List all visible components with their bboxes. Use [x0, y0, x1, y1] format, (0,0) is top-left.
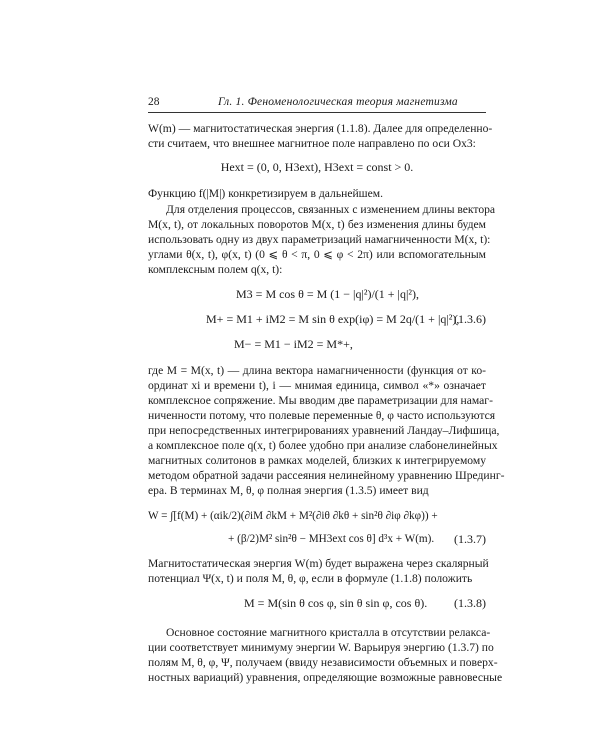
eq-136-line-2: M+ = M1 + iM2 = M sin θ exp(iφ) = M 2q/(1 + |q|²), [206, 312, 460, 326]
running-header [148, 96, 486, 113]
running-title: Гл. 1. Феноменологическая теория магнетизма [218, 96, 458, 108]
para4-line-5: при непосредственных интегрированиях уравнений Ландау–Лифшица, [148, 424, 500, 437]
para4-line-1: где M = M(x, t) — длина вектора намагниченности (функция от ко- [148, 364, 486, 377]
eq-136-number: (1.3.6) [454, 312, 486, 326]
page-number: 28 [148, 96, 160, 108]
para6-line-4: ностных вариаций) уравнения, определяющие возможные равновесные [148, 671, 503, 684]
para3-line-2: M(x, t), от локальных поворотов M(x, t) без изменения длины будем [148, 218, 486, 231]
para6-line-3: полям M, θ, φ, Ψ, получаем (ввиду независимости объемных и поверх- [148, 656, 498, 669]
equation-hext: Hext = (0, 0, H3ext), H3ext = const > 0. [220, 160, 414, 174]
para5-line-2: потенциал Ψ(x, t) и поля M, θ, φ, если в формуле (1.1.8) положить [148, 572, 473, 585]
para6-line-2: ции соответствует минимуму энергии W. Варьируя энергию (1.3.7) по [148, 641, 494, 654]
para1-line-2: сти считаем, что внешнее магнитное поле направлено по оси Ox3: [148, 137, 476, 150]
para4-line-4: ниченности потому, что полевые переменные θ, φ часто используются [148, 409, 496, 422]
para4-line-6: а комплексное поле q(x, t) более удобно при анализе слабонелинейных [148, 439, 498, 452]
eq-136-line-3: M− = M1 − iM2 = M*+, [234, 337, 353, 351]
eq-137-line-1: W = ∫[f(M) + (αik/2)(∂iM ∂kM + M²(∂iθ ∂kθ + sin²θ ∂iφ ∂kφ)) + [148, 510, 438, 522]
para6-line-1: Основное состояние магнитного кристалла в отсутствии релакса- [166, 626, 491, 639]
para2-line: Функцию f(|M|) конкретизируем в дальнейшем. [148, 187, 383, 200]
para4-line-2: ординат xi и времени t), i — мнимая единица, символ «*» означает [148, 379, 486, 392]
para5-line-1: Магнитостатическая энергия W(m) будет выражена через скалярный [148, 557, 489, 570]
eq-138-text: M = M(sin θ cos φ, sin θ sin φ, cos θ). [244, 596, 428, 610]
para4-line-8: методом обратной задачи рассеяния нелинейному уравнению Шрединг- [148, 469, 505, 482]
para1-line-1: W(m) — магнитостатическая энергия (1.1.8). Далее для определенно- [148, 122, 493, 135]
para3-line-4: углами θ(x, t), φ(x, t) (0 ⩽ θ < π, 0 ⩽ φ < 2π) или вспомогательным [148, 248, 486, 261]
eq-137-number: (1.3.7) [454, 532, 486, 546]
eq-137-line-2: + (β/2)M² sin²θ − MH3ext cos θ] d³x + W(m). [228, 533, 435, 545]
para3-line-3: использовать одну из двух параметризаций намагниченности M(x, t): [148, 233, 491, 246]
para3-line-5: комплексным полем q(x, t): [148, 263, 283, 276]
eq-136-line-1: M3 = M cos θ = M (1 − |q|²)/(1 + |q|²), [236, 287, 419, 301]
para4-line-3: комплексное сопряжение. Мы вводим две параметризации для намаг- [148, 394, 493, 407]
para3-line-1: Для отделения процессов, связанных с изменением длины вектора [166, 203, 496, 216]
para4-line-9: ера. В терминах M, θ, φ полная энергия (1.3.5) имеет вид [148, 484, 429, 497]
eq-138-number: (1.3.8) [454, 596, 486, 610]
para4-line-7: магнитных солитонов в рамках моделей, близких к интегрируемому [148, 454, 486, 467]
